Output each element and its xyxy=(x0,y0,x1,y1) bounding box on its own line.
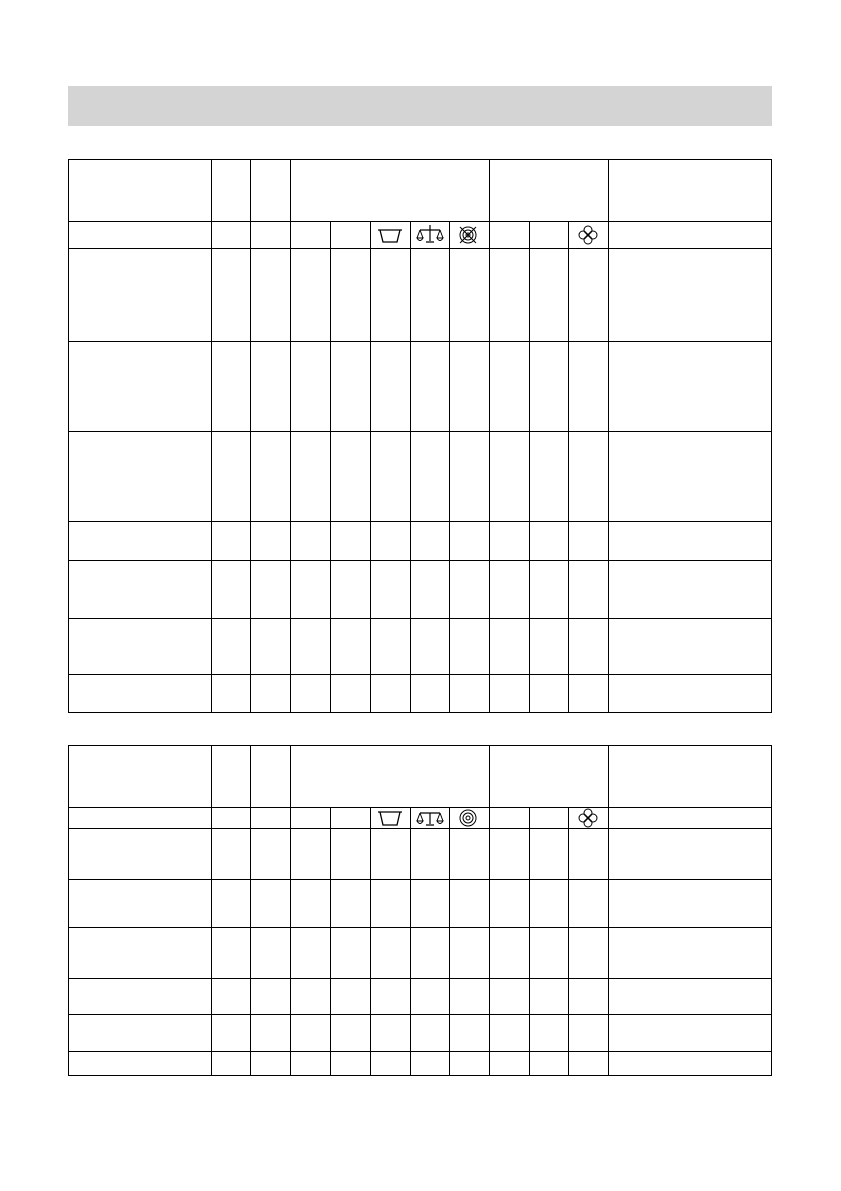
basin-icon xyxy=(376,809,404,827)
spin-crossed-icon xyxy=(457,224,479,246)
program-table-1 xyxy=(68,159,772,713)
balance-scale-icon xyxy=(416,223,444,245)
program-table-2 xyxy=(68,745,772,1076)
basin-icon xyxy=(376,226,404,244)
spin-icon xyxy=(458,808,478,828)
section-title-bar xyxy=(68,86,772,126)
balance-scale-icon xyxy=(416,808,444,828)
flower-icon xyxy=(578,225,598,245)
flower-icon xyxy=(578,808,598,828)
